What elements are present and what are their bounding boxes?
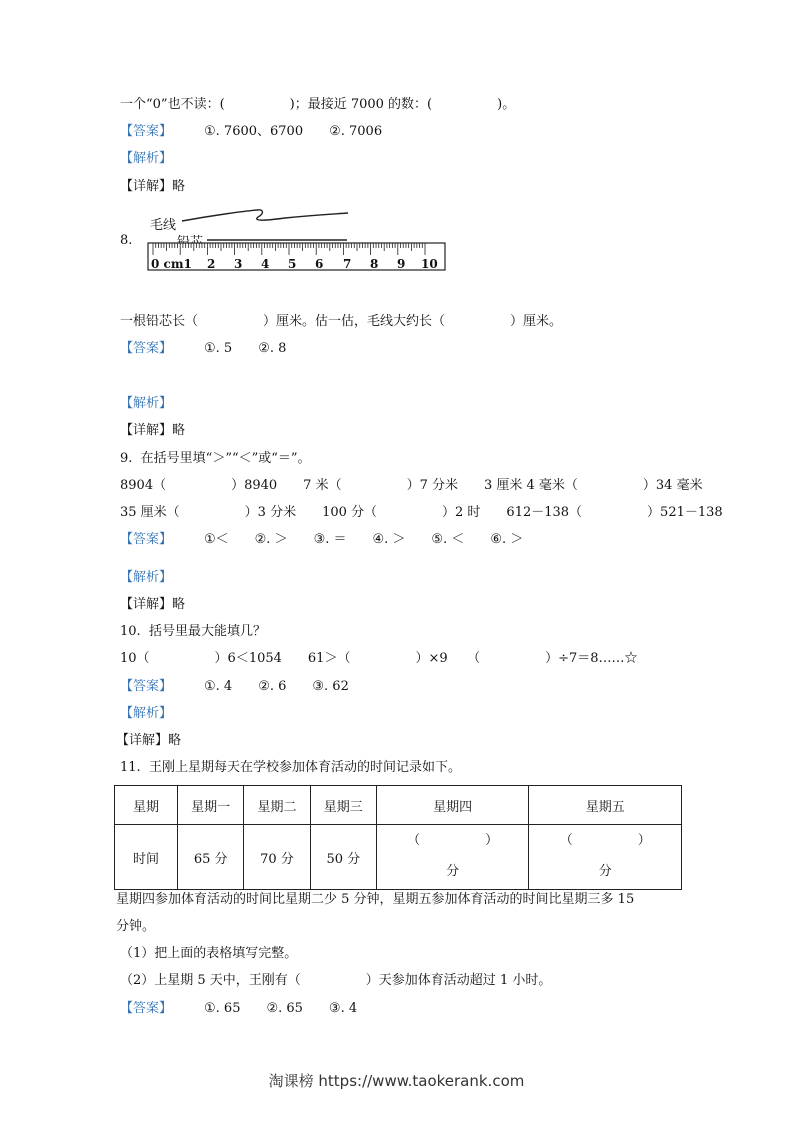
q10-answer-label: 【答案】 <box>120 679 173 694</box>
ruler-tick-label: 8 <box>370 257 379 271</box>
q9-detail <box>120 596 185 614</box>
table-cell-blank <box>529 825 682 890</box>
q10-answer: ①. 4 ②. 6 ③. 62 <box>204 679 349 694</box>
q10-row: 10（ ）6＜1054 61＞（ ）×9 （ ）÷7＝8……☆ <box>120 651 638 666</box>
q8-detail-label: 【详解】 <box>120 423 173 438</box>
ruler-tick-label: 7 <box>343 257 352 271</box>
q11-sub-question-2: （2）上星期 5 天中，王刚有（ ）天参加体育活动超过 1 小时。 <box>120 973 552 988</box>
ruler-tick-label: 5 <box>288 257 297 271</box>
q9-answer: ①＜ ②. ＞ ③. ＝ ④. ＞ ⑤. ＜ ⑥. ＞ <box>204 532 524 547</box>
table-header-cell: 星期一 <box>178 786 244 825</box>
table-header-row <box>115 786 682 825</box>
activity-table <box>114 785 682 890</box>
table-header-cell: 星期三 <box>310 786 376 825</box>
q7-answer: ①. 7600、6700 ②. 7006 <box>204 124 383 139</box>
table-cell-blank <box>376 825 529 890</box>
blank-parentheses: （ ） <box>407 833 499 848</box>
table-header-cell: 星期 <box>115 786 178 825</box>
table-header-cell: 星期二 <box>244 786 310 825</box>
q9-row-1: 8904（ ）8940 7 米（ ）7 分米 3 厘米 4 毫米（ ）34 毫米 <box>120 478 703 493</box>
q11-description-line-2: 分钟。 <box>116 919 156 934</box>
q9-detail-label: 【详解】 <box>120 597 173 612</box>
blank-parentheses: （ ） <box>559 833 651 848</box>
q10-detail-text: 略 <box>168 733 182 748</box>
q11-answer-label: 【答案】 <box>120 1001 173 1016</box>
q7-analysis-label: 【解析】 <box>120 151 173 166</box>
q9-detail-text: 略 <box>172 597 186 612</box>
ruler-tick-label: 3 <box>234 257 243 271</box>
ruler-tick-label: 4 <box>261 257 270 271</box>
q8-answer: ①. 5 ②. 8 <box>204 341 287 356</box>
ruler-figure <box>145 205 450 275</box>
ruler-tick-label: 6 <box>315 257 324 271</box>
q10-detail-label: 【详解】 <box>116 733 169 748</box>
table-row <box>115 825 682 890</box>
hair-line <box>182 210 348 221</box>
q7-detail <box>120 178 185 196</box>
ruler-tick-label: 9 <box>397 257 406 271</box>
q8-detail <box>120 422 185 440</box>
ruler-tick-label: 0 cm1 <box>151 257 192 271</box>
q9-title: 9. 在括号里填“＞”“＜”或“＝”。 <box>120 451 311 466</box>
q9-analysis-label: 【解析】 <box>120 570 173 585</box>
q7-detail-text: 略 <box>172 179 186 194</box>
q8-number: 8. <box>120 233 133 248</box>
q10-title: 10. 括号里最大能填几？ <box>120 624 266 639</box>
q8-question-line: 一根铅芯长（ ）厘米。估一估，毛线大约长（ ）厘米。 <box>120 314 563 329</box>
q10-analysis-label: 【解析】 <box>120 706 173 721</box>
q9-answer-label: 【答案】 <box>120 532 173 547</box>
table-cell: 65 分 <box>178 825 244 890</box>
unit-label: 分 <box>446 864 460 879</box>
q8-analysis-label: 【解析】 <box>120 396 173 411</box>
q8-answer-label: 【答案】 <box>120 341 173 356</box>
q11-title: 11. 王刚上星期每天在学校参加体育活动的时间记录如下。 <box>120 760 461 775</box>
unit-label: 分 <box>598 864 612 879</box>
table-cell: 70 分 <box>244 825 310 890</box>
q11-sub-question-1: （1）把上面的表格填写完整。 <box>120 946 298 961</box>
hair-label: 毛线 <box>150 218 177 233</box>
q7-question-line: 一个“0”也不读：( )；最接近 7000 的数：( )。 <box>120 97 516 112</box>
ruler-tick-label: 2 <box>207 257 216 271</box>
q11-answer: ①. 65 ②. 65 ③. 4 <box>204 1001 358 1016</box>
table-cell: 50 分 <box>310 825 376 890</box>
q9-row-2: 35 厘米（ ）3 分米 100 分（ ）2 时 612－138（ ）521－138 <box>120 505 723 520</box>
q8-detail-text: 略 <box>172 423 186 438</box>
footer-watermark: 淘课榜 https://www.taokerank.com <box>268 1072 525 1090</box>
q11-description-line-1: 星期四参加体育活动的时间比星期二少 5 分钟，星期五参加体育活动的时间比星期三多 15 <box>116 892 635 907</box>
q7-detail-label: 【详解】 <box>120 179 173 194</box>
table-header-cell: 星期五 <box>529 786 682 825</box>
table-row-label: 时间 <box>115 825 178 890</box>
table-header-cell: 星期四 <box>376 786 529 825</box>
q10-detail <box>116 732 181 750</box>
q7-answer-label: 【答案】 <box>120 124 173 139</box>
ruler-tick-label: 10 <box>421 257 438 271</box>
